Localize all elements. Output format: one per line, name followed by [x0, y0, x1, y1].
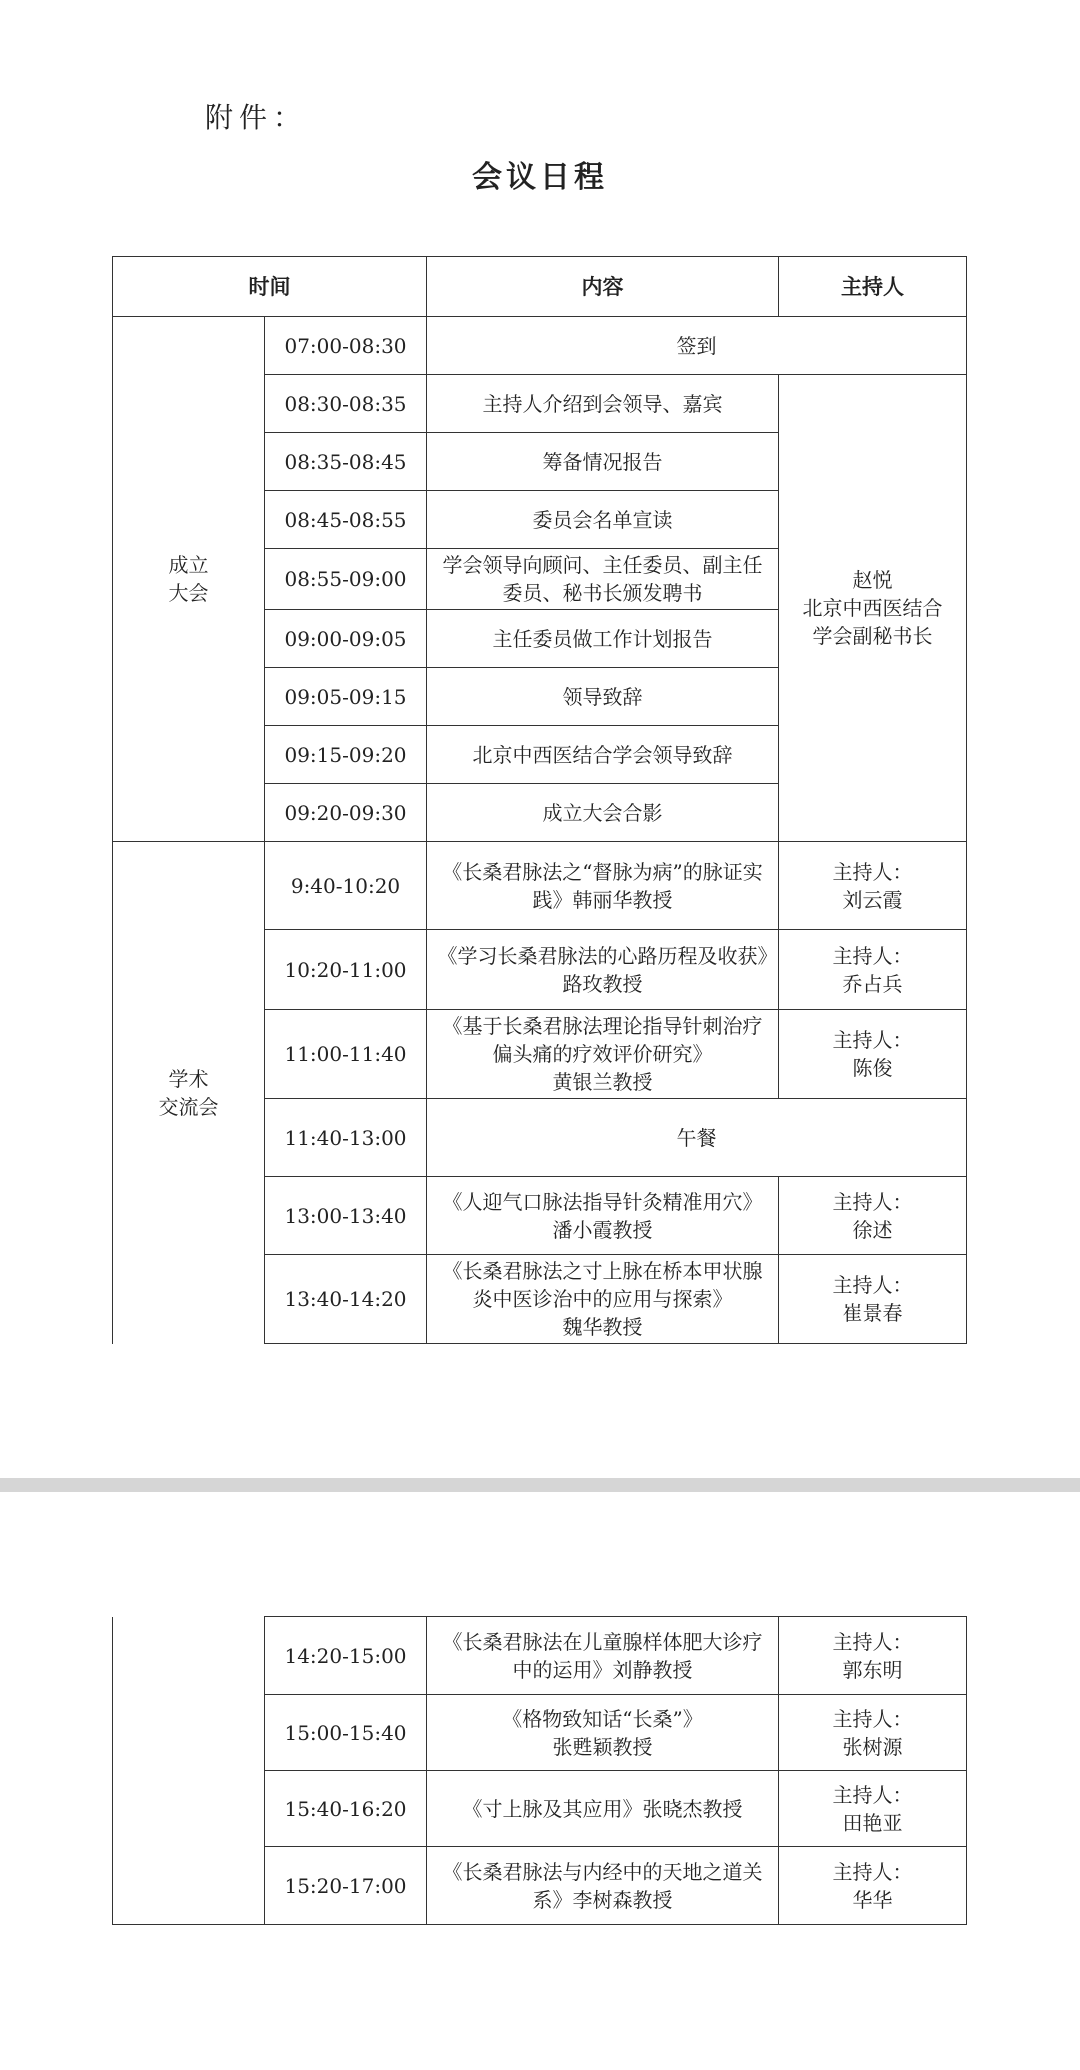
row-content: 《人迎气口脉法指导针灸精准用穴》潘小霞教授 — [427, 1177, 779, 1255]
header-content: 内容 — [427, 257, 779, 317]
row-time: 15:40-16:20 — [265, 1771, 427, 1847]
row-time: 09:15-09:20 — [265, 726, 427, 784]
session-academic: 学术 交流会 — [113, 842, 265, 1344]
row-content: 签到 — [427, 317, 967, 375]
row-content: 成立大会合影 — [427, 784, 779, 842]
row-time: 07:00-08:30 — [265, 317, 427, 375]
row-host: 主持人： 田艳亚 — [779, 1771, 967, 1847]
session-founding: 成立 大会 — [113, 317, 265, 842]
row-time: 09:20-09:30 — [265, 784, 427, 842]
row-content: 《长桑君脉法与内经中的天地之道关系》李树森教授 — [427, 1847, 779, 1925]
row-time: 11:00-11:40 — [265, 1010, 427, 1099]
schedule-table — [112, 256, 967, 1344]
row-time: 09:00-09:05 — [265, 610, 427, 668]
row-content: 《长桑君脉法之寸上脉在桥本甲状腺炎中医诊治中的应用与探索》 魏华教授 — [427, 1255, 779, 1344]
row-host: 主持人： 陈俊 — [779, 1010, 967, 1099]
row-content: 筹备情况报告 — [427, 433, 779, 491]
row-time: 15:20-17:00 — [265, 1847, 427, 1925]
attachment-label: 附件： — [205, 101, 308, 134]
row-content: 《基于长桑君脉法理论指导针刺治疗偏头痛的疗效评价研究》 黄银兰教授 — [427, 1010, 779, 1099]
row-time: 08:55-09:00 — [265, 549, 427, 610]
row-content: 主持人介绍到会领导、嘉宾 — [427, 375, 779, 433]
row-time: 14:20-15:00 — [265, 1617, 427, 1695]
row-time: 15:00-15:40 — [265, 1695, 427, 1771]
row-content: 《格物致知话“长桑”》 张甦颖教授 — [427, 1695, 779, 1771]
row-time: 08:30-08:35 — [265, 375, 427, 433]
row-time: 08:35-08:45 — [265, 433, 427, 491]
row-content: 午餐 — [427, 1099, 967, 1177]
row-time: 13:00-13:40 — [265, 1177, 427, 1255]
row-host: 主持人： 张树源 — [779, 1695, 967, 1771]
schedule-table-continued — [112, 1616, 967, 1925]
document-page-2 — [0, 1492, 1080, 2070]
row-host: 主持人： 刘云霞 — [779, 842, 967, 930]
header-host: 主持人 — [779, 257, 967, 317]
page-separator — [0, 1478, 1080, 1492]
row-content: 《寸上脉及其应用》张晓杰教授 — [427, 1771, 779, 1847]
row-content: 《学习长桑君脉法的心路历程及收获》路玫教授 — [427, 930, 779, 1010]
page-title: 会议日程 — [472, 160, 608, 195]
row-host: 主持人： 华华 — [779, 1847, 967, 1925]
row-time: 11:40-13:00 — [265, 1099, 427, 1177]
row-content: 学会领导向顾问、主任委员、副主任委员、秘书长颁发聘书 — [427, 549, 779, 610]
row-time: 08:45-08:55 — [265, 491, 427, 549]
header-time: 时间 — [113, 257, 427, 317]
row-host: 主持人： 徐述 — [779, 1177, 967, 1255]
row-host: 主持人： 崔景春 — [779, 1255, 967, 1344]
row-time: 9:40-10:20 — [265, 842, 427, 930]
row-content: 北京中西医结合学会领导致辞 — [427, 726, 779, 784]
row-content: 《长桑君脉法之“督脉为病”的脉证实践》韩丽华教授 — [427, 842, 779, 930]
row-time: 10:20-11:00 — [265, 930, 427, 1010]
row-content: 领导致辞 — [427, 668, 779, 726]
founding-host: 赵悦 北京中西医结合 学会副秘书长 — [779, 375, 967, 842]
session-academic-continued — [113, 1617, 265, 1925]
row-host: 主持人： 乔占兵 — [779, 930, 967, 1010]
row-time: 13:40-14:20 — [265, 1255, 427, 1344]
row-host: 主持人： 郭东明 — [779, 1617, 967, 1695]
row-content: 委员会名单宣读 — [427, 491, 779, 549]
row-content: 主任委员做工作计划报告 — [427, 610, 779, 668]
row-time: 09:05-09:15 — [265, 668, 427, 726]
row-content: 《长桑君脉法在儿童腺样体肥大诊疗中的运用》刘静教授 — [427, 1617, 779, 1695]
